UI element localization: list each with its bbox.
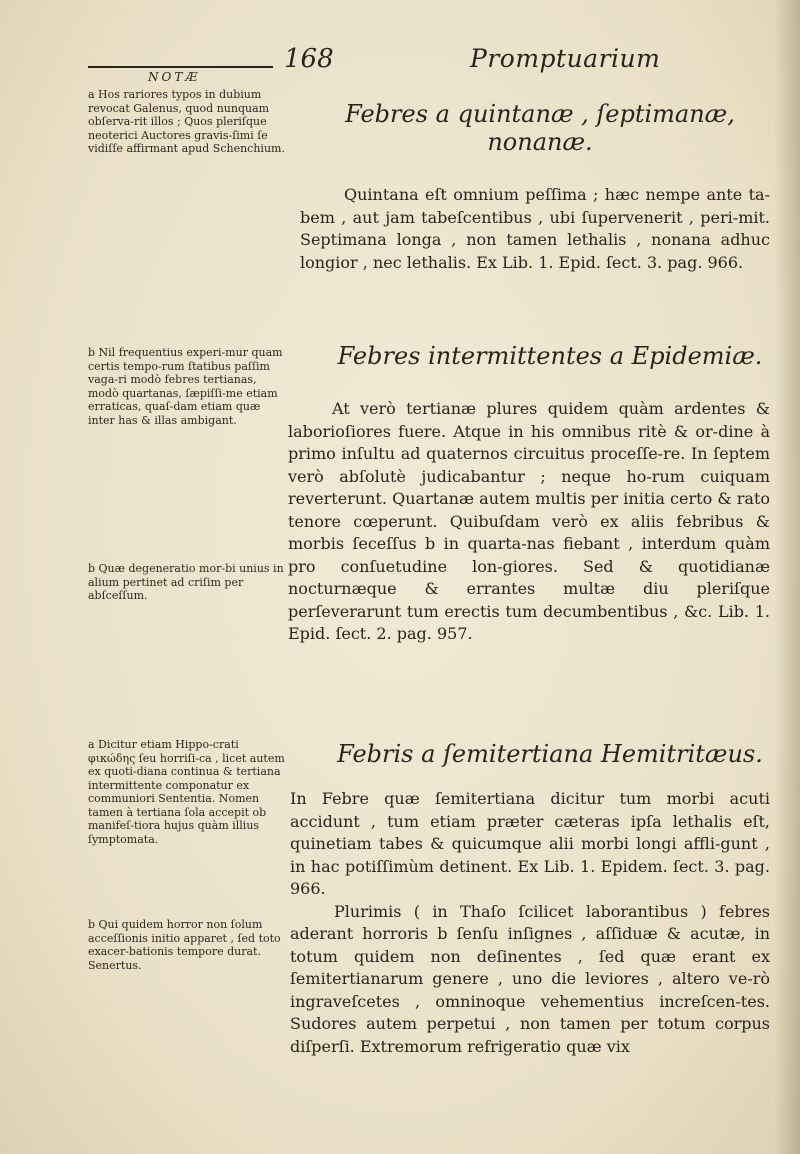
paragraph: Quintana eſt omnium peſſima ; hæc nempe ante ta-bem , aut jam tabeſcentibus , ubi ſupervenerit , peri-mit. Septimana longa , non tamen lethalis , nonana adhuc longior , nec lethalis. Ex Lib. 1. Epid. ſect. 3. pag. 966. bbox=[300, 185, 770, 272]
margin-note: a Dicitur etiam Hippo-crati φικώδης ſeu horriſi-ca , licet autem ex quoti-diana continua & tertiana intermittente componatur ex communiori Sententia. Nomen tamen à tertiana ſola accepit ob manifeſ-tiora hujus quàm illius ſymptomata. bbox=[88, 738, 285, 846]
section-heading: Febres a quintanæ , ſeptimanæ, nonanæ. bbox=[345, 100, 735, 156]
section-body bbox=[300, 184, 770, 274]
paragraph: Plurimis ( in Thaſo ſcilicet laborantibus ) febres aderant horroris b ſenſu inſignes , aſſiduæ & acutæ, in totum quidem non deſinentes , ſed quæ erant ex ſemitertianarum genere , uno die leviores , altero ve-rò ingraveſcetes , omninoque vehementius increſcen-tes. Sudores autem perpetui , non tamen per totum corpus diſperſi. Extremorum refrigeratio quæ vix bbox=[290, 901, 770, 1056]
section-heading: Febres intermittentes a Epidemiæ. bbox=[337, 342, 763, 370]
margin-note: b Qui quidem horror non ſolum acceſſionis initio apparet , ſed toto exacer-bationis tempore durat. Senertus. bbox=[88, 918, 281, 972]
header-rule bbox=[88, 66, 273, 68]
margin-note: a Hos rariores typos in dubium revocat Galenus, quod nunquam obſerva-rit illos ; Quos pleriſque neoterici Auctores gravis-ſimi ſe vidiſſe affirmant apud Schenchium. bbox=[88, 88, 285, 155]
paragraph: In Febre quæ ſemitertiana dicitur tum morbi acuti accidunt , tum etiam præter cæteras ipſa lethalis eſt, quinetiam tabes & quicumque alii morbi longi affli-gunt , in hac potiſſimùm detinent. Ex Lib. 1. Epidem. ſect. 3. pag. 966. bbox=[290, 789, 770, 898]
margin-note: b Quæ degeneratio mor-bi unius in alium pertinet ad criſim per abſceſſum. bbox=[88, 562, 284, 602]
section-body bbox=[288, 398, 770, 646]
notes-label: NOTÆ bbox=[148, 70, 201, 84]
section-heading: Febris a ſemitertiana Hemitritæus. bbox=[337, 740, 763, 768]
margin-note: b Nil frequentius experi-mur quam certis tempo-rum ſtatibus paſſim vaga-ri modò febres tertianas, modò quartanas, ſæpiſſi-me etiam erraticas, quaſ-dam etiam quæ inter has & illas ambigant. bbox=[88, 346, 283, 427]
page-edge-shadow bbox=[774, 0, 800, 1154]
section-body bbox=[290, 788, 770, 1058]
page-number: 168 bbox=[284, 44, 334, 74]
paragraph: At verò tertianæ plures quidem quàm ardentes & laborioſiores fuere. Atque in his omnibus ritè & or-dine à primo inſultu ad quaternos circuitus proceſſe-re. In ſeptem verò abſolutè judicabantur ; neque ho-rum cuiquam reverterunt. Quartanæ autem multis per initia certo & rato tenore cœperunt. Quibuſdam verò ex aliis febribus & morbis ſeceſſus b in quarta-nas fiebant , interdum quàm pro conſuetudine lon-giores. Sed & quotidianæ nocturnæque & errantes multæ diu pleriſque perſeverarunt tum erectis tum decumbentibus , &c. Lib. 1. Epid. ſect. 2. pag. 957. bbox=[288, 399, 770, 643]
running-title: Promptuarium bbox=[470, 44, 661, 73]
